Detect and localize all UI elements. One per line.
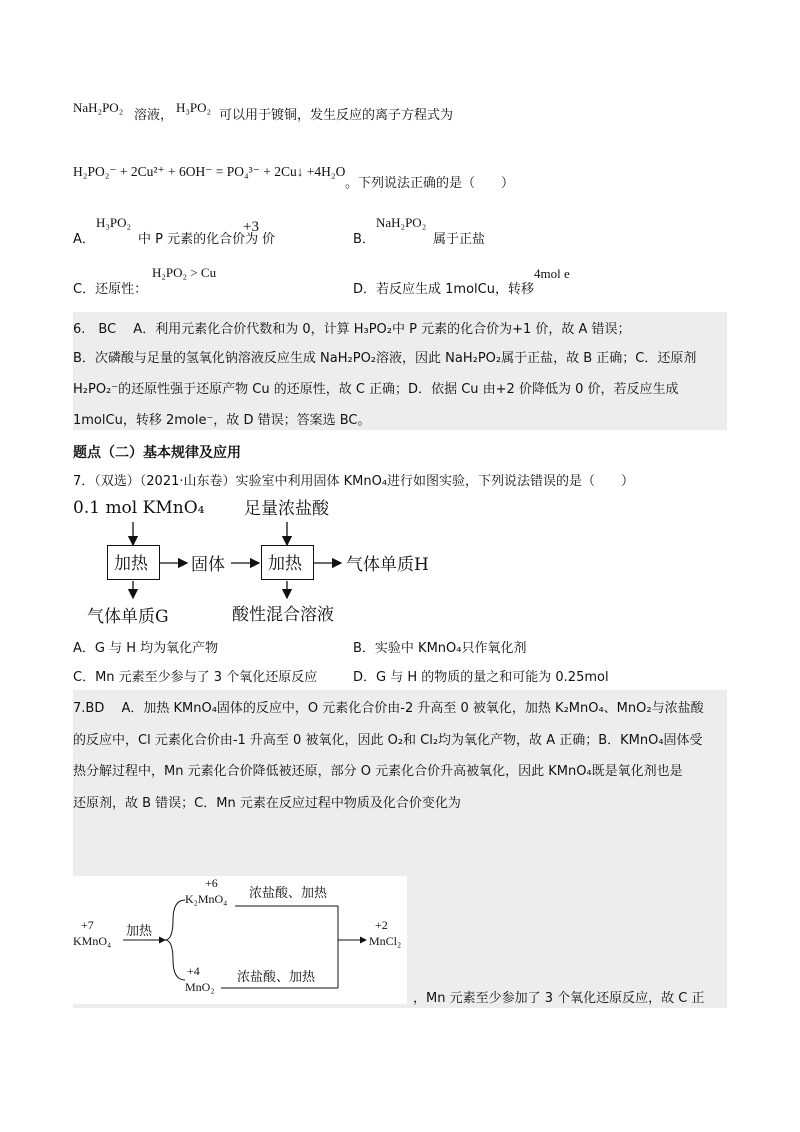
k2mno4-formula: K₂MnO₄ (185, 892, 228, 906)
mno2-valence: +4 (187, 964, 200, 978)
intro-solution-text: 溶液， (134, 108, 174, 123)
intro-statement: 可以用于镀铜，发生反应的离子方程式为 (219, 108, 454, 123)
answer-6-line-4: 1molCu，转移 2mole⁻，故 D 错误；答案选 BC。 (73, 413, 371, 428)
option-a-value: +3 (243, 219, 259, 235)
answer-6-line-1: 6. BC A．利用元素化合价代数和为 0，计算 H₃PO₂中 P 元素的化合价为+1 价，故 A 错误； (73, 322, 631, 337)
heat-label-1: 加热 (114, 554, 148, 574)
flow-reagent-hcl: 足量浓盐酸 (244, 499, 329, 519)
option-c-text: C．还原性： (73, 282, 148, 297)
gas-g-label: 气体单质G (87, 607, 169, 627)
option-d-text: D．若反应生成 1molCu，转移 (353, 282, 534, 297)
q7-option-b: B．实验中 KMnO₄只作氧化剂 (353, 641, 527, 656)
answer-6-line-3: H₂PO₂⁻的还原性强于还原产物 Cu 的还原性，故 C 正确；D．依据 Cu 由+2 价降低为 0 价，若反应生成 (73, 382, 679, 397)
answer-7-line-4: 还原剂，故 B 错误；C．Mn 元素在反应过程中物质及化合价变化为 (73, 796, 461, 811)
q7-option-d: D．G 与 H 的物质的量之和可能为 0.25mol (353, 670, 609, 685)
acid-heat-top: 浓盐酸、加热 (249, 886, 328, 901)
flow-start-kmno4: 0.1 mol KMnO₄ (73, 498, 205, 518)
option-a-label: A． (73, 232, 95, 247)
formula-h3po2: H₃PO₂ (176, 100, 212, 115)
acidic-mixture-label: 酸性混合溶液 (232, 605, 334, 625)
answer-7-line-2: 的反应中，Cl 元素化合价由-1 升高至 0 被氧化，因此 O₂和 Cl₂均为氧化产物，故 A 正确；B．KMnO₄固体受 (73, 733, 703, 748)
gas-h-label: 气体单质H (346, 555, 429, 575)
acid-heat-bottom: 浓盐酸、加热 (237, 970, 316, 985)
option-c-formula: H₂PO₂ > Cu (152, 265, 217, 280)
formula-nah2po2: NaH₂PO₂ (73, 100, 124, 115)
option-d-value: 4mol e (534, 266, 570, 281)
option-a-text: 中 P 元素的化合价为 (138, 232, 259, 247)
solid-label: 固体 (191, 555, 225, 575)
option-a-formula: H₃PO₂ (96, 215, 132, 230)
question-prompt: 。下列说法正确的是（ ） (345, 176, 515, 191)
option-b-label: B． (353, 232, 375, 247)
valence-heat-label: 加热 (126, 924, 153, 939)
answer-7-line-3: 热分解过程中，Mn 元素化合价降低被还原，部分 O 元素化合价升高被氧化，因此 KMnO₄既是氧化剂也是 (73, 764, 683, 779)
answer-6-line-2: B．次磷酸与足量的氢氧化钠溶液反应生成 NaH₂PO₂溶液，因此 NaH₂PO₂属于正盐，故 B 正确；C．还原剂 (73, 351, 697, 366)
answer-7-line-1: 7.BD A．加热 KMnO₄固体的反应中，O 元素化合价由-2 升高至 0 被氧化，加热 K₂MnO₄、MnO₂与浓盐酸 (73, 701, 704, 716)
option-a-suffix: 价 (262, 232, 276, 247)
mncl2-formula: MnCl₂ (369, 934, 402, 948)
mncl2-valence: +2 (375, 918, 388, 932)
mno2-formula: MnO₂ (185, 980, 215, 994)
q7-option-a: A．G 与 H 均为氧化产物 (73, 641, 219, 656)
mn-valence-diagram (73, 876, 407, 1004)
option-b-formula: NaH₂PO₂ (376, 215, 427, 230)
answer-7-tail: ，Mn 元素至少参加了 3 个氧化还原反应，故 C 正 (413, 991, 705, 1006)
option-b-text: 属于正盐 (433, 232, 486, 247)
kmno4-formula: KMnO₄ (73, 934, 112, 948)
section-title: 题点（二）基本规律及应用 (73, 445, 241, 461)
kmno4-valence: +7 (81, 918, 94, 932)
ionic-equation: H₂PO₂⁻ + 2Cu²⁺ + 6OH⁻ = PO₄³⁻ + 2Cu↓ +4H₂O (73, 164, 346, 179)
question-7-stem: 7．（双选）（2021·山东卷）实验室中利用固体 KMnO₄进行如图实验，下列说法错误的是（ ） (73, 474, 635, 489)
k2mno4-valence: +6 (205, 876, 218, 890)
heat-label-2: 加热 (268, 554, 302, 574)
q7-option-c: C．Mn 元素至少参与了 3 个氧化还原反应 (73, 670, 318, 685)
